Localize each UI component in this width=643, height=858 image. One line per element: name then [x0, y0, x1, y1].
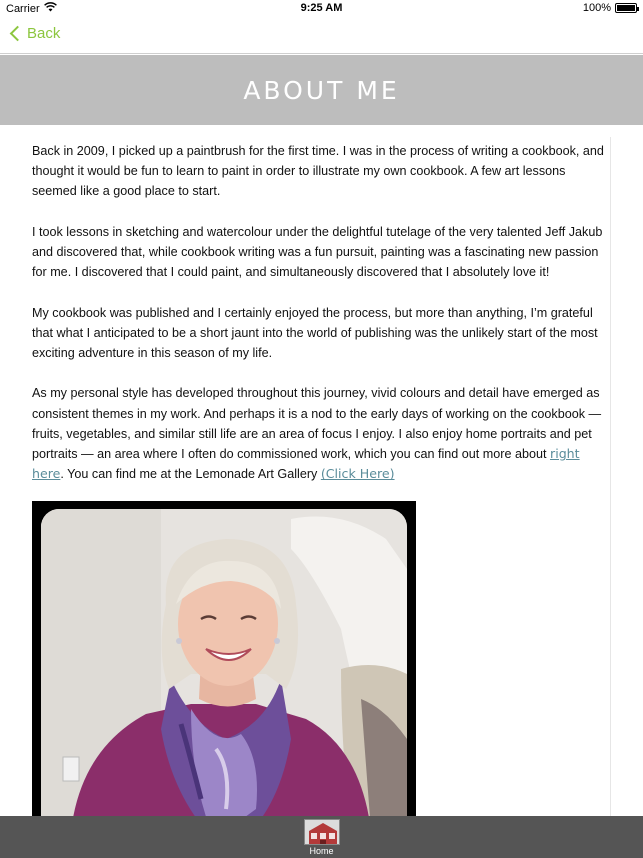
tab-home[interactable]	[304, 816, 340, 858]
chevron-left-icon	[10, 26, 26, 42]
paragraph-3: My cookbook was published and I certainly enjoyed the process, but more than anything, I’m grateful that what I anticipated to be a short jaunt into the world of publishing was the unlikely start of the most exciting adventure in this season of my life.	[32, 305, 598, 360]
portrait-photo-frame	[32, 501, 416, 816]
carrier-label: Carrier	[6, 2, 40, 15]
status-bar	[0, 0, 643, 18]
battery-percent: 100%	[582, 2, 611, 14]
tab-home-label: Home	[309, 846, 334, 856]
paragraph-4	[32, 383, 610, 484]
page-title: ABOUT ME	[243, 75, 400, 105]
back-label: Back	[27, 25, 61, 42]
paragraph-2: I took lessons in sketching and watercolour under the delightful tutelage of the very talented Jeff Jakub and discovered that, while cookbook writing was a fun pursuit, painting was a fascinating new passion for me. I discovered that I could paint, and simultaneously discovered that I absolutely love it!	[32, 224, 603, 280]
gallery-link[interactable]: (Click Here)	[320, 466, 395, 482]
status-time: 9:25 AM	[300, 2, 343, 14]
paragraph-1: Back in 2009, I picked up a paintbrush for the first time. I was in the process of writing a cookbook, and thought it would be fun to learn to paint in order to illustrate my own cookbook. A few art lessons seemed like a good place to start.	[32, 144, 604, 199]
battery-icon	[615, 3, 637, 13]
paragraph-4-text-a: As my personal style has developed throughout this journey, vivid colours and detail have emerged as consistent themes in my work. And perhaps it is a nod to the early days of working on the cookbook — fruits, vegetables, and similar still life are an area of focus I enjoy. I also enjoy home portraits and pet portraits — an area where I often do commissioned work, which you can find out more about	[32, 386, 602, 461]
back-button[interactable]	[8, 25, 60, 42]
home-icon	[304, 819, 340, 845]
battery-fill	[617, 5, 635, 11]
paragraph-4-text-b: . You can find me at the Lemonade Art Gallery	[60, 467, 321, 482]
content-scroll-area[interactable]	[0, 125, 643, 816]
title-banner	[0, 55, 643, 125]
status-right	[583, 2, 637, 14]
right-here-link[interactable]: right here	[32, 446, 580, 482]
article-body	[28, 137, 611, 816]
portrait-photo	[41, 509, 407, 816]
tab-bar	[0, 816, 643, 858]
navigation-bar	[0, 18, 643, 54]
